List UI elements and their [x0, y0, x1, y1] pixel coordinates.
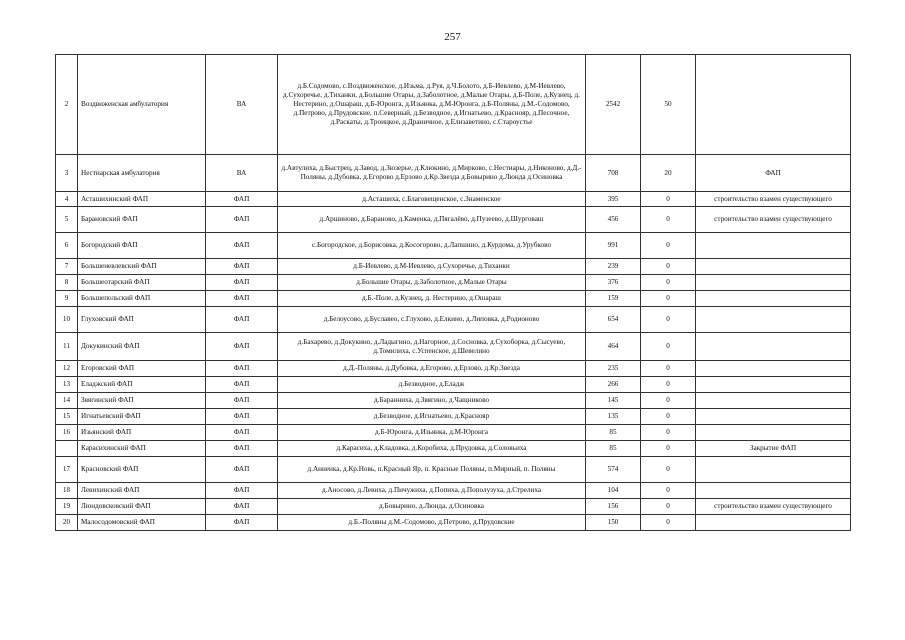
table-row	[56, 499, 851, 515]
population: 574	[586, 457, 641, 483]
population: 991	[586, 233, 641, 259]
facility-name: Игнатьевский ФАП	[78, 409, 206, 425]
facility-type: ФАП	[206, 233, 278, 259]
facilities-table	[55, 54, 851, 531]
population: 266	[586, 377, 641, 393]
population: 135	[586, 409, 641, 425]
note	[696, 377, 851, 393]
capacity: 0	[641, 275, 696, 291]
population: 85	[586, 441, 641, 457]
row-number: 5	[56, 207, 78, 233]
facility-type: ФАП	[206, 291, 278, 307]
population: 654	[586, 307, 641, 333]
facility-type: ФАП	[206, 377, 278, 393]
villages-list: д.Б.Содомово, с.Воздвиженское, д.Изьма, д.Руя, д.Ч.Болото, д.Б-Иевлево, д.М-Иевлево, д.Сухоречье, д.Тиханки, д.Большие Отары, д.Заболотное, д.Малые Отары, д.Б-Поле, д.Кузнец, д. Нестерино, д.Ошараш, д.Б-Юронга, д.Изьянка, д.М-Юронга, д.Б-Поляны, д.М.-Содомово, д.Петрово, д.Прудовские, п.Северный, д.Безводное, д.Игнатьево, д.Краснояр, д.Песочное, д.Раскаты, д.Троицкое, д.Драничное, д.Елизаветино, с.Староустье	[278, 55, 586, 155]
note	[696, 457, 851, 483]
facility-name: Большеиевлевский ФАП	[78, 259, 206, 275]
table-row	[56, 55, 851, 155]
table-row	[56, 515, 851, 531]
facility-name: Еладжский ФАП	[78, 377, 206, 393]
table-row	[56, 259, 851, 275]
note: строительство взамен существующего	[696, 207, 851, 233]
row-number: 9	[56, 291, 78, 307]
note: Закрытие ФАП	[696, 441, 851, 457]
capacity: 0	[641, 361, 696, 377]
villages-list: д.Бахарево, д.Докукино, д.Ладыгино, д.Нагорное, д.Сосновка, д.Сухоборка, д.Сысуево, д.Томилиха, с.Успенское, д.Шевелино	[278, 333, 586, 361]
row-number: 7	[56, 259, 78, 275]
capacity: 0	[641, 377, 696, 393]
villages-list: д.Анненка, д.Кр.Новь, п.Красный Яр, п. Красные Поляны, п.Мирный, п. Поляны	[278, 457, 586, 483]
villages-list: д.Безводное, д.Игнатьево, д.Краснояр	[278, 409, 586, 425]
population: 376	[586, 275, 641, 291]
page-number: 257	[444, 31, 461, 43]
note	[696, 333, 851, 361]
note	[696, 515, 851, 531]
facility-type: ФАП	[206, 275, 278, 291]
villages-list: с.Богородское, д.Борисовка, д.Косогорово, д.Лапшино, д.Курдома, д.Урубково	[278, 233, 586, 259]
table-row	[56, 155, 851, 192]
table-row	[56, 233, 851, 259]
row-number: 13	[56, 377, 78, 393]
facility-name: Звягинский ФАП	[78, 393, 206, 409]
villages-list: д.Аршиново, д.Бараново, д.Каменка, д.Пягалёво, д.Пузеево, д.Шурговаш	[278, 207, 586, 233]
table-row	[56, 207, 851, 233]
facility-type: ФАП	[206, 409, 278, 425]
note: строительство взамен существующего	[696, 499, 851, 515]
facility-name: Глуховский ФАП	[78, 307, 206, 333]
note: ФАП	[696, 155, 851, 192]
population: 145	[586, 393, 641, 409]
facility-type: ВА	[206, 55, 278, 155]
row-number: 2	[56, 55, 78, 155]
facility-type: ФАП	[206, 361, 278, 377]
facility-name: Большеотарский ФАП	[78, 275, 206, 291]
capacity: 0	[641, 333, 696, 361]
row-number: 14	[56, 393, 78, 409]
note	[696, 307, 851, 333]
villages-list: д.Б-Иевлево, д.М-Иевлево, д.Сухоречье, д.Тиханки	[278, 259, 586, 275]
facility-name: Левихинский ФАП	[78, 483, 206, 499]
facility-name: Докукинский ФАП	[78, 333, 206, 361]
facility-type: ФАП	[206, 333, 278, 361]
villages-list: д.Белоусово, д.Буславео, с.Глухово, д.Елкино, д.Липовка, д.Родионово	[278, 307, 586, 333]
note	[696, 425, 851, 441]
villages-list: д.Д.-Поляны, д.Дубовка, д.Егорово, д.Ерзово, д.Кр.Звезда	[278, 361, 586, 377]
capacity: 0	[641, 259, 696, 275]
facility-type: ФАП	[206, 457, 278, 483]
capacity: 50	[641, 55, 696, 155]
villages-list: д.Аносово, д.Левиха, д.Пичужиха, д.Попиха, д.Пополузуха, д.Стрелиха	[278, 483, 586, 499]
note	[696, 275, 851, 291]
villages-list: д.Б-Юронга, д.Изьянка, д.М-Юронга	[278, 425, 586, 441]
villages-list: д.Б.-Поляны д.М.-Содомово, д.Петрово, д.Прудовские	[278, 515, 586, 531]
table-row	[56, 441, 851, 457]
facility-type: ФАП	[206, 307, 278, 333]
facility-type: ФАП	[206, 425, 278, 441]
facility-name: Нестиарская амбулатория	[78, 155, 206, 192]
row-number: 16	[56, 425, 78, 441]
population: 150	[586, 515, 641, 531]
villages-list: д.Асташиха, с.Благовещенское, с.Знаменское	[278, 192, 586, 207]
table-row	[56, 457, 851, 483]
row-number: 18	[56, 483, 78, 499]
capacity: 0	[641, 515, 696, 531]
row-number: 15	[56, 409, 78, 425]
facility-name: Воздвиженская амбулатория	[78, 55, 206, 155]
note: строительство взамен существующего	[696, 192, 851, 207]
villages-list: д.Б.-Поле, д.Кузнец, д. Нестерино, д.Ошараш	[278, 291, 586, 307]
capacity: 0	[641, 233, 696, 259]
table-row	[56, 307, 851, 333]
facility-name: Асташихинский ФАП	[78, 192, 206, 207]
table-row	[56, 393, 851, 409]
villages-list: д.Безводное, д.Еладж	[278, 377, 586, 393]
facility-name: Малосодомовский ФАП	[78, 515, 206, 531]
row-number: 11	[56, 333, 78, 361]
population: 456	[586, 207, 641, 233]
villages-list: д.Карасиха, д.Кладовка, д.Коробиха, д.Прудовка, д.Соловьиха	[278, 441, 586, 457]
facility-name: Карасихинский ФАП	[78, 441, 206, 457]
row-number: 12	[56, 361, 78, 377]
table-row	[56, 333, 851, 361]
villages-list: д.Баранниха, д.Звягино, д.Чащниково	[278, 393, 586, 409]
row-number: 17	[56, 457, 78, 483]
facility-name: Красновский ФАП	[78, 457, 206, 483]
note	[696, 55, 851, 155]
villages-list: д.Автулиха, д.Быстрец, д.Завод, д.Зюзерье, д.Клюкино, д.Мирково, с.Нестиары, д.Никоново, д.Д.-Поляны, д.Дубовка, д.Егорово д.Ерзово д.Кр.Звезда д.Бовырино д.Люнда д.Осиновка	[278, 155, 586, 192]
capacity: 0	[641, 291, 696, 307]
facility-name: Большепольский ФАП	[78, 291, 206, 307]
facility-name: Люндовсковский ФАП	[78, 499, 206, 515]
population: 159	[586, 291, 641, 307]
table-row	[56, 361, 851, 377]
table-row	[56, 192, 851, 207]
capacity: 0	[641, 425, 696, 441]
facility-name: Богородский ФАП	[78, 233, 206, 259]
note	[696, 291, 851, 307]
facility-type: ФАП	[206, 192, 278, 207]
capacity: 0	[641, 393, 696, 409]
table-row	[56, 377, 851, 393]
facility-type: ФАП	[206, 499, 278, 515]
row-number: 4	[56, 192, 78, 207]
facility-type: ФАП	[206, 515, 278, 531]
capacity: 0	[641, 441, 696, 457]
population: 239	[586, 259, 641, 275]
note	[696, 361, 851, 377]
capacity: 0	[641, 409, 696, 425]
note	[696, 233, 851, 259]
note	[696, 259, 851, 275]
capacity: 0	[641, 307, 696, 333]
facility-type: ФАП	[206, 483, 278, 499]
population: 235	[586, 361, 641, 377]
note	[696, 409, 851, 425]
facility-name: Егоровский ФАП	[78, 361, 206, 377]
row-number: 19	[56, 499, 78, 515]
facility-type: ФАП	[206, 441, 278, 457]
capacity: 0	[641, 499, 696, 515]
capacity: 20	[641, 155, 696, 192]
row-number: 3	[56, 155, 78, 192]
villages-list: д.Бовырино, д.Люнда, д.Осиновка	[278, 499, 586, 515]
table-row	[56, 483, 851, 499]
facility-type: ФАП	[206, 393, 278, 409]
capacity: 0	[641, 192, 696, 207]
table-row	[56, 291, 851, 307]
row-number: 10	[56, 307, 78, 333]
population: 156	[586, 499, 641, 515]
row-number	[56, 441, 78, 457]
population: 708	[586, 155, 641, 192]
population: 2542	[586, 55, 641, 155]
note	[696, 483, 851, 499]
table-row	[56, 425, 851, 441]
row-number: 8	[56, 275, 78, 291]
table-row	[56, 409, 851, 425]
table-row	[56, 275, 851, 291]
row-number: 6	[56, 233, 78, 259]
villages-list: д.Большие Отары, д.Заболотное, д.Малые Отары	[278, 275, 586, 291]
capacity: 0	[641, 483, 696, 499]
capacity: 0	[641, 207, 696, 233]
facility-name: Барановский ФАП	[78, 207, 206, 233]
population: 395	[586, 192, 641, 207]
row-number: 20	[56, 515, 78, 531]
capacity: 0	[641, 457, 696, 483]
population: 104	[586, 483, 641, 499]
facility-name: Изьянский ФАП	[78, 425, 206, 441]
population: 85	[586, 425, 641, 441]
facility-type: ФАП	[206, 207, 278, 233]
facility-type: ФАП	[206, 259, 278, 275]
note	[696, 393, 851, 409]
facility-type: ВА	[206, 155, 278, 192]
population: 464	[586, 333, 641, 361]
